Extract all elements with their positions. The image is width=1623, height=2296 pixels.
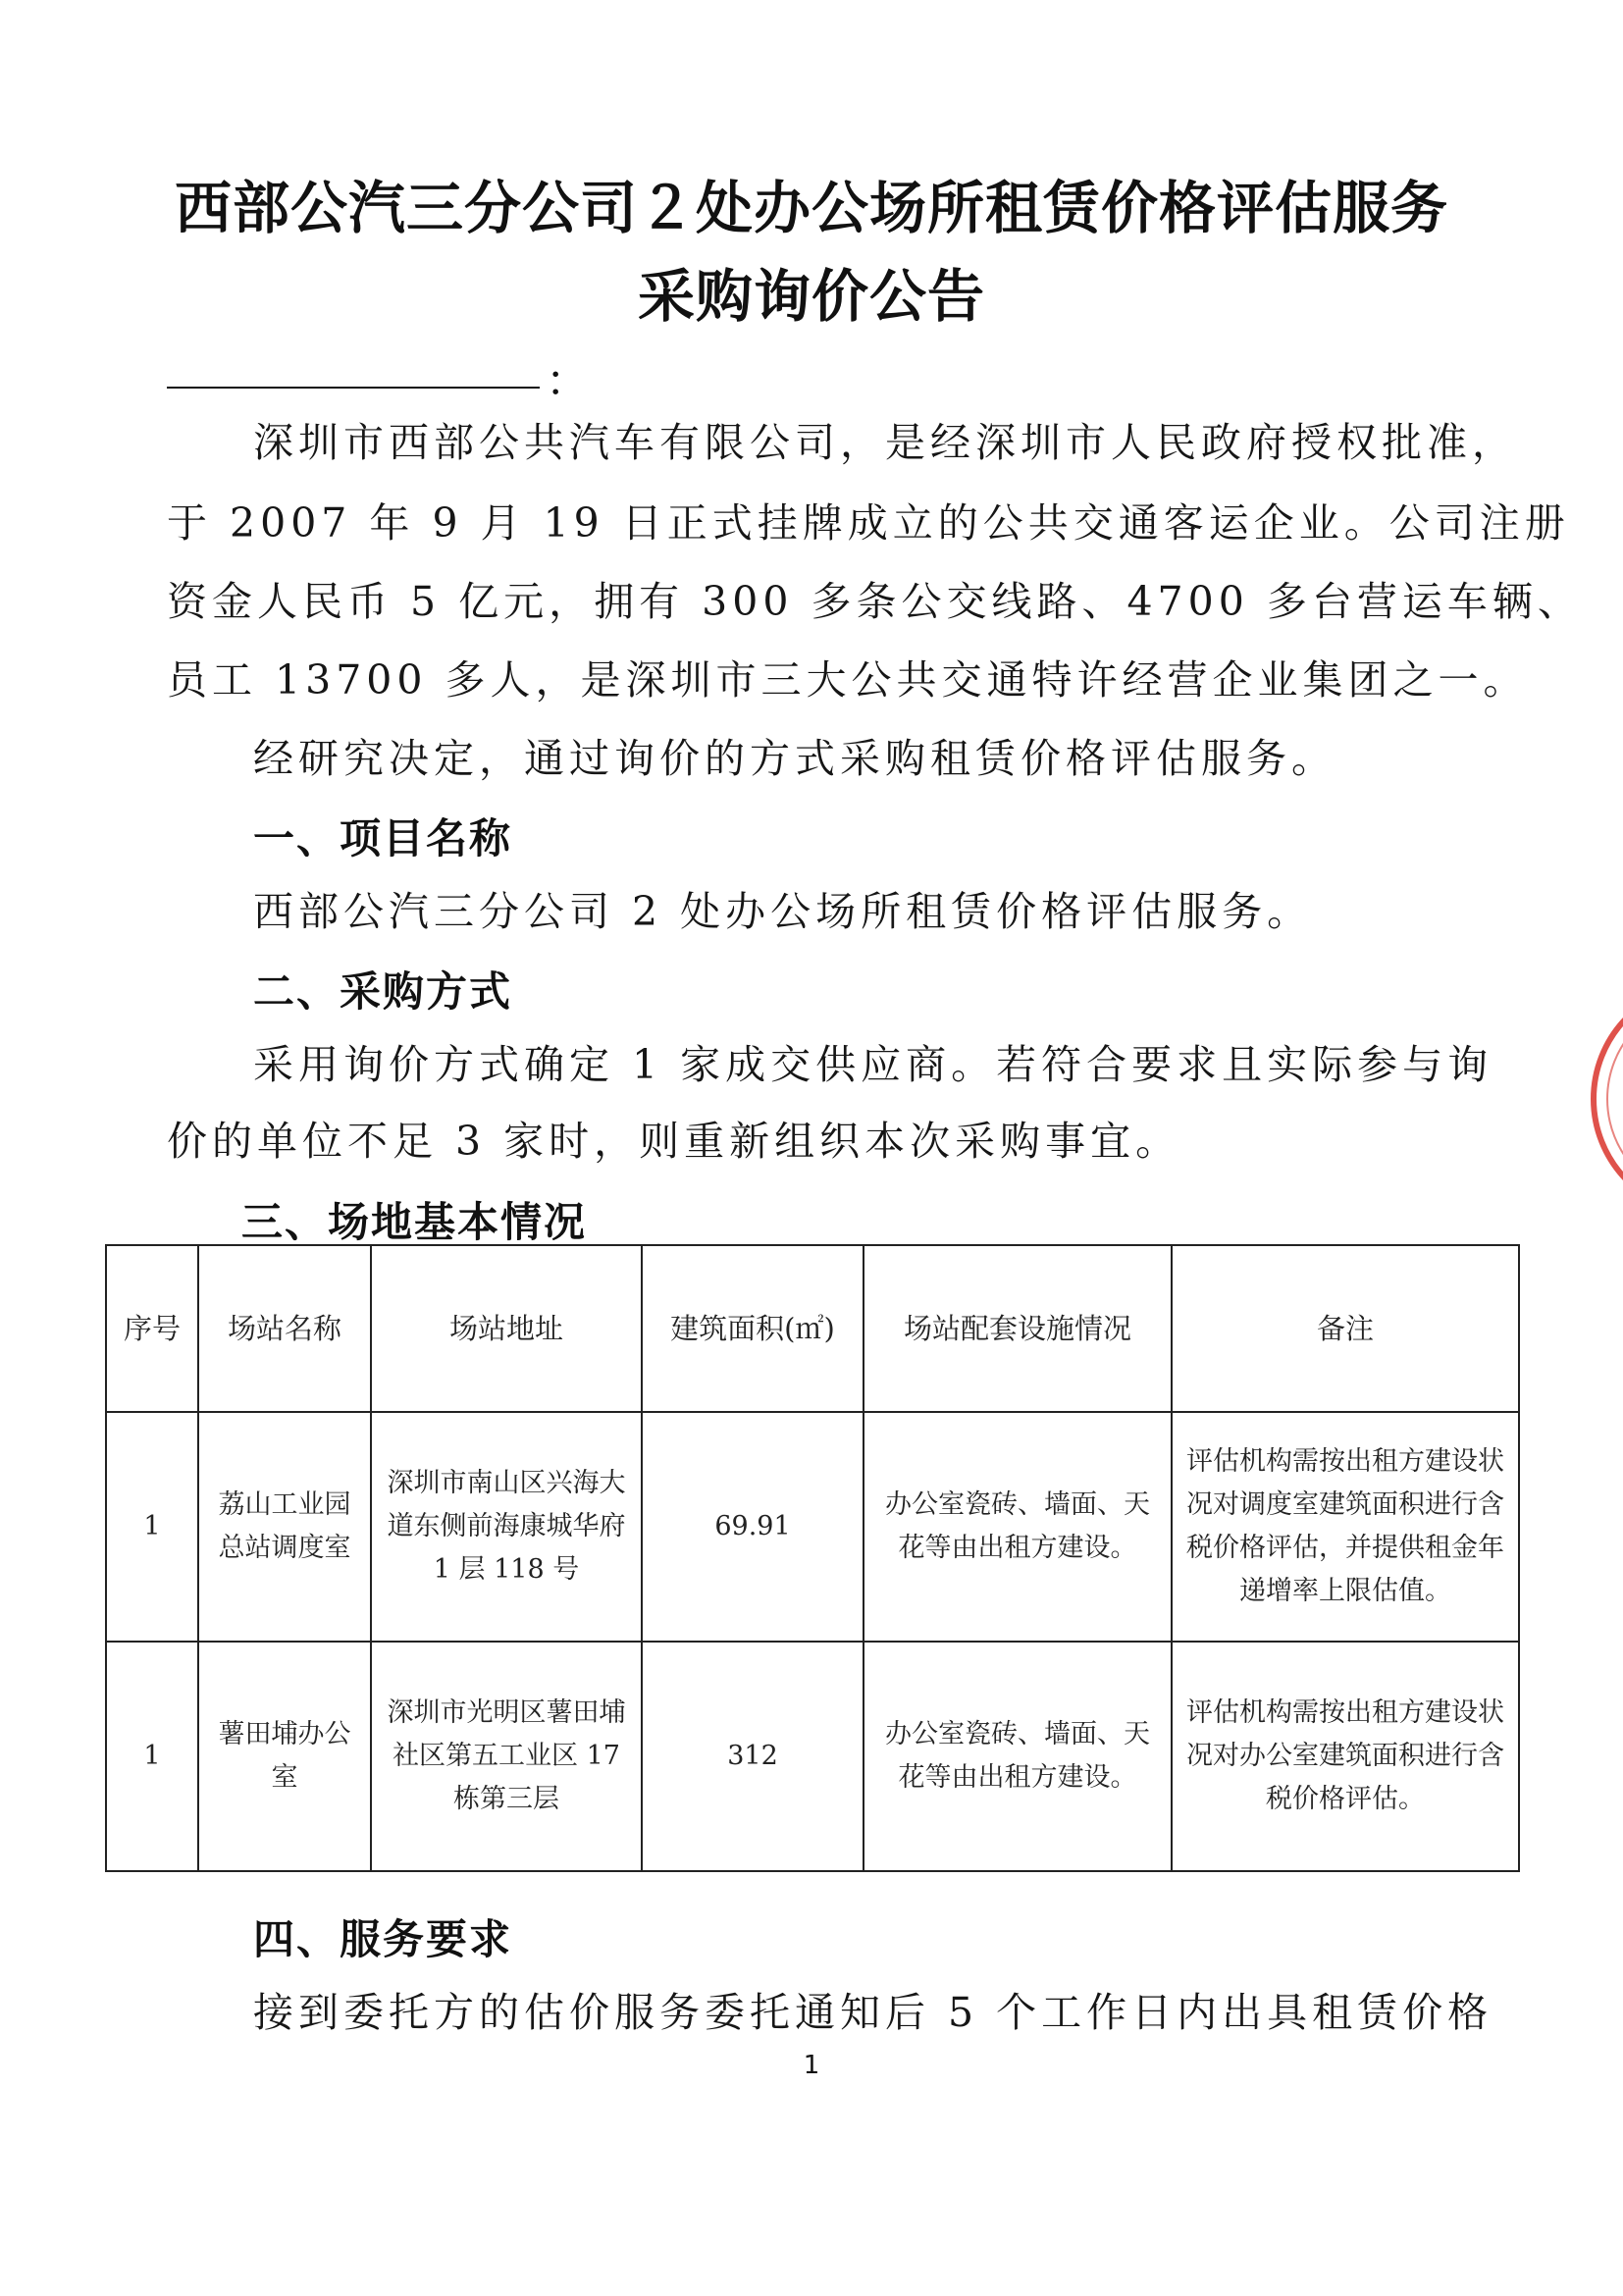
cell-area: 312 [642, 1642, 864, 1871]
cell-no: 1 [106, 1642, 198, 1871]
document-title-line-2: 采购询价公告 [637, 263, 985, 330]
intro-line-1: 深圳市西部公共汽车有限公司，是经深圳市人民政府授权批准， [253, 419, 1517, 466]
section-2-heading: 二、采购方式 [253, 967, 513, 1016]
cell-area: 69.91 [642, 1412, 864, 1642]
cell-name: 荔山工业园总站调度室 [198, 1412, 371, 1642]
section-2-line-1: 采用询价方式确定 1 家成交供应商。若符合要求且实际参与询 [253, 1041, 1493, 1088]
header-cell-facilities: 场站配套设施情况 [864, 1245, 1172, 1412]
cell-facilities: 办公室瓷砖、墙面、天花等由出租方建设。 [864, 1642, 1172, 1871]
cell-remark: 评估机构需按出租方建设状况对调度室建筑面积进行含税价格评估，并提供租金年递增率上限估值。 [1172, 1412, 1519, 1642]
section-4-heading: 四、服务要求 [253, 1915, 513, 1963]
section-1-heading: 一、项目名称 [253, 814, 513, 862]
salutation-colon: ： [546, 356, 589, 406]
header-cell-remark: 备注 [1172, 1245, 1519, 1412]
section-3-heading: 三、场地基本情况 [241, 1198, 588, 1246]
decision-text: 经研究决定，通过询价的方式采购租赁价格评估服务。 [253, 735, 1336, 782]
cell-name: 薯田埔办公室 [198, 1642, 371, 1871]
table-header-row [106, 1245, 1519, 1412]
intro-line-3: 资金人民币 5 亿元，拥有 300 多条公交线路、4700 多台营运车辆、 [167, 578, 1583, 625]
document-title-line-1: 西部公汽三分公司２处办公场所租赁价格评估服务 [174, 175, 1448, 241]
header-cell-name: 场站名称 [198, 1245, 371, 1412]
table-row [106, 1642, 1519, 1871]
cell-facilities: 办公室瓷砖、墙面、天花等由出租方建设。 [864, 1412, 1172, 1642]
intro-line-4: 员工 13700 多人，是深圳市三大公共交通特许经营企业集团之一。 [167, 656, 1529, 704]
page-number: 1 [803, 2051, 820, 2080]
intro-line-2: 于 2007 年 9 月 19 日正式挂牌成立的公共交通客运企业。公司注册 [167, 499, 1570, 547]
section-4-text: 接到委托方的估价服务委托通知后 5 个工作日内出具租赁价格 [253, 1989, 1493, 2036]
cell-address: 深圳市南山区兴海大道东侧前海康城华府 1 层 118 号 [371, 1412, 642, 1642]
section-2-line-2: 价的单位不足 3 家时，则重新组织本次采购事宜。 [167, 1118, 1181, 1165]
site-info-table [105, 1244, 1520, 1872]
header-cell-address: 场站地址 [371, 1245, 642, 1412]
section-1-text: 西部公汽三分公司 2 处办公场所租赁价格评估服务。 [253, 888, 1313, 935]
cell-remark: 评估机构需按出租方建设状况对办公室建筑面积进行含税价格评估。 [1172, 1642, 1519, 1871]
cell-no: 1 [106, 1412, 198, 1642]
red-seal-stamp-fragment [1572, 971, 1623, 1226]
cell-address: 深圳市光明区薯田埔社区第五工业区 17 栋第三层 [371, 1642, 642, 1871]
header-cell-no: 序号 [106, 1245, 198, 1412]
header-cell-area: 建筑面积(㎡) [642, 1245, 864, 1412]
table-row [106, 1412, 1519, 1642]
addressee-blank-line [167, 387, 540, 389]
